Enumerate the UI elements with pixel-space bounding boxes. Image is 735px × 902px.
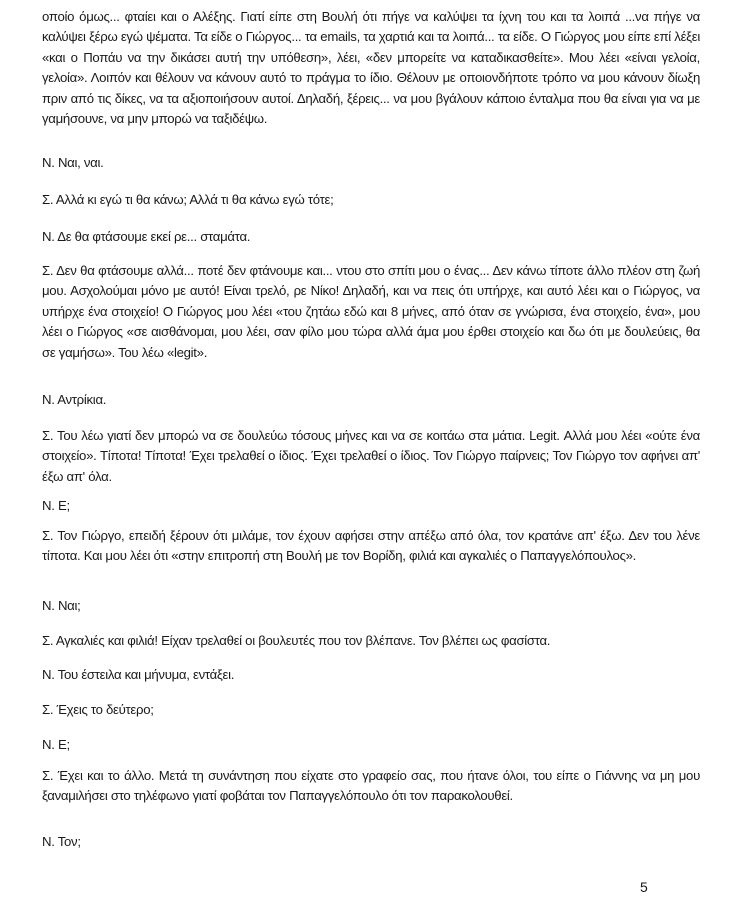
paragraph: Σ. Αγκαλιές και φιλιά! Είχαν τρελαθεί οι βουλευτές που τον βλέπανε. Τον βλέπει ως φασίστα. (42, 633, 551, 648)
paragraph: Σ. Αλλά κι εγώ τι θα κάνω; Αλλά τι θα κάνω εγώ τότε; (42, 192, 334, 207)
paragraph: Σ. Του λέω γιατί δεν μπορώ να σε δουλεύω τόσους μήνες και να σε κοιτάω στα μάτια. Legit. Αλλά μου λέει «ούτε ένα στοιχείο». Τίποτα! Τίποτα! Έχει τρελαθεί ο ίδιος. Έχει τρελαθεί ο ίδιος. Τον Γιώργο παίρνεις; Τον Γιώργο τον αφήνει απ' έξω απ' όλα. (42, 428, 700, 484)
paragraph: Σ. Έχεις το δεύτερο; (42, 702, 154, 717)
paragraph: Ν. Τον; (42, 834, 81, 849)
paragraph: Ν. Ναι; (42, 598, 81, 613)
paragraph: Ν. Δε θα φτάσουμε εκεί ρε... σταμάτα. (42, 229, 251, 244)
paragraph: Ν. Ναι, ναι. (42, 155, 104, 170)
paragraph: Ν. Ε; (42, 737, 70, 752)
paragraph: Σ. Έχει και το άλλο. Μετά τη συνάντηση που είχατε στο γραφείο σας, που ήτανε όλοι, του είπε ο Γιάννης να μη μου ξαναμιλήσει στο τηλέφωνο γιατί φοβάται τον Παπαγγελόπουλο ότι τον παρακολουθεί. (42, 768, 700, 804)
paragraph: Ν. Αντρίκια. (42, 392, 107, 407)
paragraph: Ν. Του έστειλα και μήνυμα, εντάξει. (42, 667, 235, 682)
paragraph: Ν. Ε; (42, 498, 70, 513)
paragraph: οποίο όμως... φταίει και ο Αλέξης. Γιατί είπε στη Βουλή ότι πήγε να καλύψει τα ίχνη του και τα λοιπά ...να πήγε να καλύψει ξέρω εγώ ψέματα. Τα είδε ο Γιώργος... τα emails, τα χαρτιά και τα λοιπά... τα είδε. Ο Γιώργος μου είπε επί λέξει «και ο Ποπάυ να την δικάσει αυτή την υπόθεση», λέει, «δεν μπορείτε να καταδικασθείτε». Μου λέει «είναι γελοία, γελοία». Λοιπόν και θέλουν να κάνουν αυτό το πράγμα το ίδιο. Θέλουν με οποιονδήποτε τρόπο να μου κάνουν δίωξη πριν από τις δίκες, να τα αξιοποιήσουν αυτοί. Δηλαδή, ξέρεις... να μου βγάλουν κάποιο ένταλμα που θα είναι για να με γαμήσουνε, να μην μπορώ να ταξιδέψω. (42, 9, 700, 127)
paragraph: Σ. Δεν θα φτάσουμε αλλά... ποτέ δεν φτάνουμε και... ντου στο σπίτι μου ο ένας... Δεν κάνω τίποτε άλλο πλέον στη ζωή μου. Ασχολούμαι μόνο με αυτό! Είναι τρελό, ρε Νίκο! Δηλαδή, και να πεις ότι υπήρχε, και αυτό λέει και ο Γιώργος, να υπήρχε ένα στοιχείο! Ο Γιώργος μου λέει «του ζητάω εδώ και 8 μήνες, από όταν σε γνώρισα, ένα στοιχείο, ένα», μου λέει ο Γιώργος «σε αισθάνομαι, μου λέει, σαν φίλο μου τώρα αλλά άμα μου έρθει στοιχείο και δω ότι με δουλεύεις, θα σε γαμήσω». Του λέω «legit». (42, 263, 700, 360)
page-number: 5 (640, 879, 648, 895)
paragraph: Σ. Τον Γιώργο, επειδή ξέρουν ότι μιλάμε, τον έχουν αφήσει στην απέξω από όλα, τον κρατάνε απ' έξω. Δεν του λένε τίποτα. Και μου λέει ότι «στην επιτροπή στη Βουλή με τον Βορίδη, φιλιά και αγκαλιές ο Παπαγγελόπουλος». (42, 528, 700, 564)
